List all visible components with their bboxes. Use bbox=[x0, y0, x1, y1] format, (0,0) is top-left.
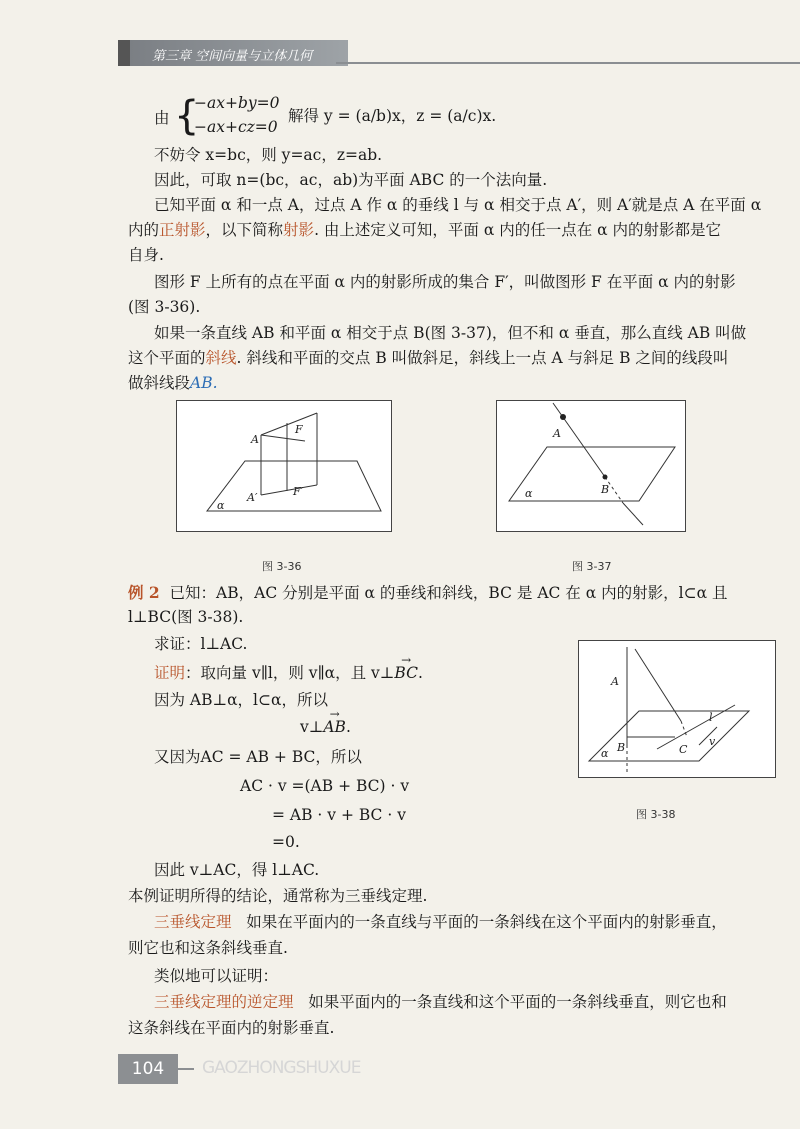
theorem-line-2: 则它也和这条斜线垂直. bbox=[128, 939, 288, 957]
example-label: 例 2 bbox=[128, 583, 160, 602]
system-eq-2: −ax+cz=0 bbox=[194, 118, 278, 136]
figure-3-37 bbox=[496, 400, 686, 532]
footer-brand: GAOZHONGSHUXUE bbox=[202, 1058, 361, 1078]
label-A: A bbox=[553, 427, 561, 440]
equation-line-2: = AB · v + BC · v bbox=[272, 806, 406, 824]
term-segment-ab: AB. bbox=[190, 374, 218, 392]
proof-label: 证明 bbox=[154, 664, 186, 682]
projection-def-line-1: 已知平面 α 和一点 A，过点 A 作 α 的垂线 l 与 α 相交于点 A′，则 A′就是点 A 在平面 α bbox=[154, 196, 762, 214]
conclusion-line: 本例证明所得的结论，通常称为三垂线定理. bbox=[128, 887, 428, 905]
oblique-line-1: 如果一条直线 AB 和平面 α 相交于点 B(图 3-37)，但不和 α 垂直，那么直线 AB 叫做 bbox=[154, 324, 747, 342]
label-alpha: α bbox=[601, 747, 609, 760]
caption-3-36: 图 3-36 bbox=[262, 560, 302, 573]
chapter-header bbox=[118, 40, 758, 66]
v-perp-ab: v⊥→ AB. bbox=[300, 717, 351, 738]
figure-3-38-drawing bbox=[579, 641, 775, 777]
label-B: B bbox=[617, 741, 626, 754]
caption-3-38: 图 3-38 bbox=[636, 808, 676, 821]
let-line: 不妨令 x=bc，则 y=ac，z=ab. bbox=[154, 146, 383, 164]
label-F: F bbox=[295, 423, 303, 436]
equation-line-3: =0. bbox=[272, 833, 300, 851]
oblique-line-3: 做斜线段AB. bbox=[128, 374, 218, 392]
label-C: C bbox=[679, 743, 688, 756]
equation-line-1: AC · v =(AB + BC) · v bbox=[240, 777, 410, 795]
label-A-prime: A′ bbox=[247, 491, 258, 504]
label-B: B bbox=[601, 483, 610, 496]
header-rule bbox=[336, 62, 800, 64]
normal-vector-line: 因此，可取 n=(bc，ac，ab)为平面 ABC 的一个法向量. bbox=[154, 171, 548, 189]
inverse-theorem-name: 三垂线定理的逆定理 bbox=[154, 993, 294, 1011]
therefore-line: 因此 v⊥AC，得 l⊥AC. bbox=[154, 861, 320, 879]
label-l: l bbox=[709, 711, 713, 724]
figure-3-37-drawing bbox=[497, 401, 685, 531]
term-orthogonal-projection: 正射影 bbox=[159, 221, 206, 239]
label-alpha: α bbox=[525, 487, 533, 500]
similar-line: 类似地可以证明： bbox=[154, 967, 279, 985]
page-number: 104 bbox=[118, 1054, 178, 1084]
proof-line-1: 证明：取向量 v∥l，则 v∥α，且 v⊥→ BC. bbox=[154, 663, 423, 684]
figure-3-36-drawing bbox=[177, 401, 391, 531]
because-line: 因为 AB⊥α，l⊂α，所以 bbox=[154, 691, 328, 709]
also-line: 又因为AC = AB + BC，所以 bbox=[154, 748, 362, 766]
figure-projection-line-2: (图 3-36). bbox=[128, 298, 201, 316]
example-given-line-2: l⊥BC(图 3-38). bbox=[128, 608, 244, 626]
system-prefix: 由 bbox=[154, 109, 170, 127]
label-v: v bbox=[709, 735, 716, 748]
oblique-line-2: 这个平面的斜线. 斜线和平面的交点 B 叫做斜足，斜线上一点 A 与斜足 B 之间的线段叫 bbox=[128, 349, 729, 367]
figure-3-38 bbox=[578, 640, 776, 778]
label-F-prime: F′ bbox=[293, 485, 304, 498]
term-oblique-line: 斜线 bbox=[205, 349, 237, 367]
example-given-line-1: 例 2 已知：AB，AC 分别是平面 α 的垂线和斜线，BC 是 AC 在 α 内的射影，l⊂α 且 bbox=[128, 583, 728, 602]
caption-3-37: 图 3-37 bbox=[572, 560, 612, 573]
system-solution: 解得 y = (a/b)x，z = (a/c)x. bbox=[288, 107, 497, 125]
term-projection: 射影 bbox=[283, 221, 315, 239]
figure-3-36 bbox=[176, 400, 392, 532]
chapter-title: 第三章 空间向量与立体几何 bbox=[152, 49, 313, 64]
figure-projection-line-1: 图形 F 上所有的点在平面 α 内的射影所成的集合 F′，叫做图形 F 在平面 α 内的射影 bbox=[154, 273, 736, 291]
inverse-theorem-line-2: 这条斜线在平面内的射影垂直. bbox=[128, 1019, 335, 1037]
label-A: A bbox=[251, 433, 259, 446]
label-alpha: α bbox=[217, 499, 225, 512]
projection-def-line-2: 内的正射影，以下简称射影. 由上述定义可知，平面 α 内的任一点在 α 内的射影都是它 bbox=[128, 221, 722, 239]
inverse-theorem-line-1: 三垂线定理的逆定理 如果平面内的一条直线和这个平面的一条斜线垂直，则它也和 bbox=[154, 993, 727, 1011]
example-prove: 求证：l⊥AC. bbox=[154, 635, 248, 653]
label-A: A bbox=[611, 675, 619, 688]
footer-rule bbox=[178, 1068, 194, 1070]
projection-def-line-3: 自身. bbox=[128, 246, 164, 264]
page-footer bbox=[118, 1054, 758, 1084]
theorem-line-1: 三垂线定理 如果在平面内的一条直线与平面的一条斜线在这个平面内的射影垂直， bbox=[154, 913, 727, 931]
system-eq-1: −ax+by=0 bbox=[194, 94, 280, 112]
system-brace: { bbox=[174, 93, 200, 139]
theorem-name: 三垂线定理 bbox=[154, 913, 232, 931]
